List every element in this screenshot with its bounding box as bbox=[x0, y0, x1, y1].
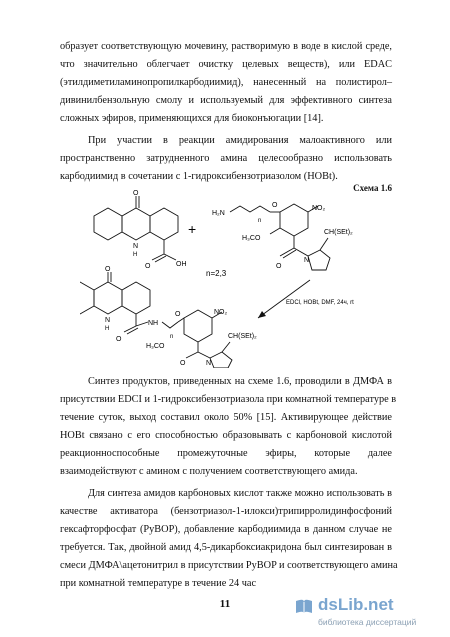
text-line: При участии в реакции амидирования малоактивного или bbox=[88, 135, 392, 146]
plus-sign: + bbox=[188, 221, 197, 237]
text-line: образует соответствующую мочевину, растворимую в воде в кислой среде, bbox=[60, 41, 392, 52]
reaction-conditions: EDCl, HOBt, DMF, 24ч, rt bbox=[286, 300, 354, 306]
text-line: качестве активатора (бензотриазол-1-илокси)трипирролидинфосфоний bbox=[60, 506, 392, 517]
atom-label: N bbox=[304, 257, 310, 264]
scheme-label: Схема 1.6 bbox=[353, 183, 392, 193]
atom-label: n bbox=[258, 218, 262, 224]
reaction-scheme bbox=[80, 188, 380, 368]
atom-label: H bbox=[105, 326, 110, 332]
text-line: реакционноспособные промежуточные эфиры, которые далее bbox=[60, 448, 392, 459]
atom-label: O bbox=[116, 336, 122, 343]
text-line: HOBt связано с его способностью образовывать с карбоновой кислотой bbox=[60, 430, 392, 441]
atom-label: H bbox=[133, 252, 138, 258]
text-line: карбодиимид в сочетании с 1-гидроксибензотриазолом (HOBt). bbox=[60, 171, 338, 182]
text-line: (этилдиметиламинопропилкарбодиимид), нанесенный на полистирол– bbox=[60, 77, 392, 88]
watermark[interactable] bbox=[294, 595, 444, 631]
n-label: n=2,3 bbox=[206, 269, 227, 278]
text-line: дивинилбензольную смолу и используемый для эффективного синтеза bbox=[60, 95, 392, 106]
watermark-subtitle: библиотека диссертаций bbox=[318, 617, 417, 627]
atom-label: N bbox=[206, 360, 212, 367]
paragraph-3 bbox=[60, 373, 397, 481]
atom-label: O bbox=[272, 202, 278, 209]
atom-label: O bbox=[276, 263, 282, 270]
text-line: Для синтеза амидов карбоновых кислот также можно использовать в bbox=[88, 488, 392, 499]
atom-label: H₂N bbox=[212, 210, 225, 217]
paragraph-1 bbox=[60, 38, 392, 128]
text-line: присутствии EDCI и 1-гидроксибензотриазола при комнатной температуре в bbox=[60, 394, 397, 405]
atom-label: NO₂ bbox=[214, 309, 228, 316]
text-line: гексафторфосфат (PyBOP), добавление карбодиимида в данном случае не bbox=[60, 524, 392, 535]
atom-label: NO₂ bbox=[312, 205, 326, 212]
text-line: что значительно облегчает очистку целевых веществ), или EDAC bbox=[60, 59, 392, 70]
atom-label: O bbox=[180, 360, 186, 367]
atom-label: n bbox=[170, 334, 174, 340]
text-line: течение суток, выход составил около 50% [15]. Активирующее действие bbox=[60, 412, 392, 423]
atom-label: OH bbox=[176, 261, 187, 268]
atom-label: O bbox=[175, 311, 181, 318]
text-line: пространственно затрудненного амина целесообразно использовать bbox=[60, 153, 392, 164]
atom-label: CH(SEt)₂ bbox=[324, 229, 353, 236]
atom-label: NH bbox=[148, 320, 159, 327]
text-line: Синтез продуктов, приведенных на схеме 1.6, проводили в ДМФА в bbox=[88, 376, 392, 387]
text-line: взаимодействуют с амином с получением соответствующего амида. bbox=[60, 466, 358, 477]
text-line: смеси ДМФА\ацетонитрил в присутствии PyBOP и соответствующего амина bbox=[60, 560, 398, 571]
text-line: при комнатной температуре в течение 24 час bbox=[60, 578, 257, 589]
atom-label: H₃CO bbox=[146, 343, 165, 350]
page-number: 11 bbox=[219, 598, 231, 610]
atom-label: O bbox=[105, 266, 111, 273]
paragraph-4 bbox=[60, 485, 398, 593]
watermark-name: dsLib.net bbox=[318, 595, 394, 614]
paragraph-2 bbox=[60, 132, 392, 186]
atom-label: N bbox=[105, 317, 111, 324]
text-line: сложных эфиров, применяющихся для биоконъюгации [14]. bbox=[60, 113, 324, 124]
text-line: требуется. Так, двойной амид 4,5-дикарбоксиакридона был синтезирован в bbox=[60, 542, 392, 553]
atom-label: N bbox=[133, 243, 139, 250]
atom-label: CH(SEt)₂ bbox=[228, 333, 257, 340]
atom-label: O bbox=[133, 190, 139, 197]
book-logo-icon bbox=[294, 597, 314, 617]
atom-label: O bbox=[145, 263, 151, 270]
atom-label: H₃CO bbox=[242, 235, 261, 242]
